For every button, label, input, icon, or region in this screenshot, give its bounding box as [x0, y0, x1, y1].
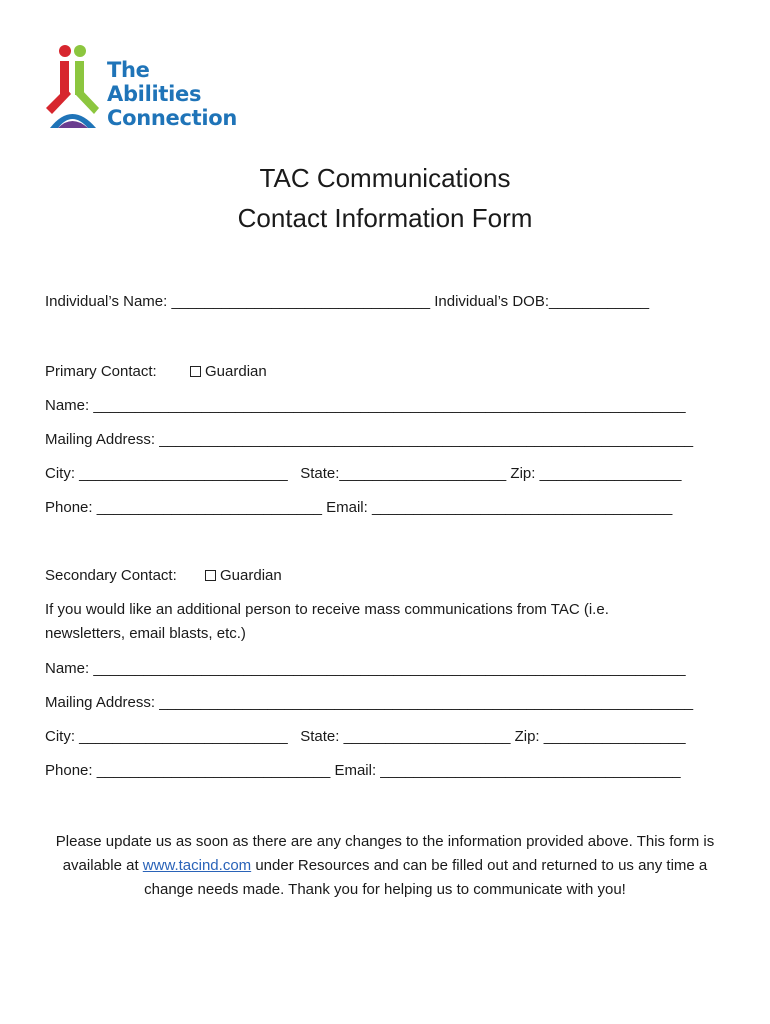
- individual-name-label: Individual’s Name:: [45, 293, 172, 310]
- footer-text-after: under Resources and can be filled out and returned to us any time a change needs made. Thank you for helping us to communicate with you!: [144, 857, 708, 898]
- secondary-guardian-checkbox[interactable]: [205, 570, 216, 581]
- logo-mark-icon: [44, 44, 106, 130]
- secondary-name-field[interactable]: Name: _______________________________________________________________________: [45, 660, 686, 677]
- secondary-contact-label: Secondary Contact:: [45, 567, 177, 584]
- secondary-note-line-2: newsletters, email blasts, etc.): [45, 625, 246, 642]
- logo: [44, 44, 264, 130]
- secondary-city-state-zip-field[interactable]: City: _________________________ State: ____________________ Zip: _________________: [45, 728, 686, 745]
- form-title: TAC Communications: [259, 163, 511, 193]
- website-link[interactable]: www.tacind.com: [142, 857, 252, 874]
- individual-row: [45, 293, 649, 310]
- primary-contact-label: Primary Contact:: [45, 363, 157, 380]
- primary-address-field[interactable]: Mailing Address: ________________________________________________________________: [45, 431, 694, 448]
- logo-line-3: Connection: [107, 106, 238, 130]
- individual-dob-field[interactable]: ____________: [549, 293, 650, 310]
- footer-note: [40, 830, 730, 902]
- secondary-note-line-1: If you would like an additional person to receive mass communications from TAC (i.e.: [45, 601, 609, 618]
- primary-guardian-checkbox[interactable]: [190, 366, 201, 377]
- form-subtitle: Contact Information Form: [237, 203, 533, 233]
- logo-wordmark: [107, 58, 237, 130]
- secondary-phone-email-field[interactable]: Phone: ____________________________ Email: ____________________________________: [45, 762, 681, 779]
- footer-text-before: Please update us as soon as there are any changes to the information provided above. This form is available at: [55, 833, 715, 874]
- individual-name-field[interactable]: _______________________________: [171, 293, 431, 310]
- secondary-address-field[interactable]: Mailing Address: ________________________________________________________________: [45, 694, 694, 711]
- individual-dob-label: Individual’s DOB:: [430, 293, 550, 310]
- primary-guardian-option[interactable]: [190, 363, 267, 380]
- logo-line-2: Abilities: [107, 82, 202, 106]
- secondary-guardian-label: Guardian: [220, 567, 282, 584]
- secondary-guardian-option[interactable]: [205, 567, 282, 584]
- primary-name-field[interactable]: Name: _______________________________________________________________________: [45, 397, 686, 414]
- primary-phone-email-field[interactable]: Phone: ___________________________ Email: ____________________________________: [45, 499, 673, 516]
- primary-guardian-label: Guardian: [205, 363, 267, 380]
- primary-city-state-zip-field[interactable]: City: _________________________ State:____________________ Zip: _________________: [45, 465, 682, 482]
- logo-line-1: The: [107, 58, 150, 82]
